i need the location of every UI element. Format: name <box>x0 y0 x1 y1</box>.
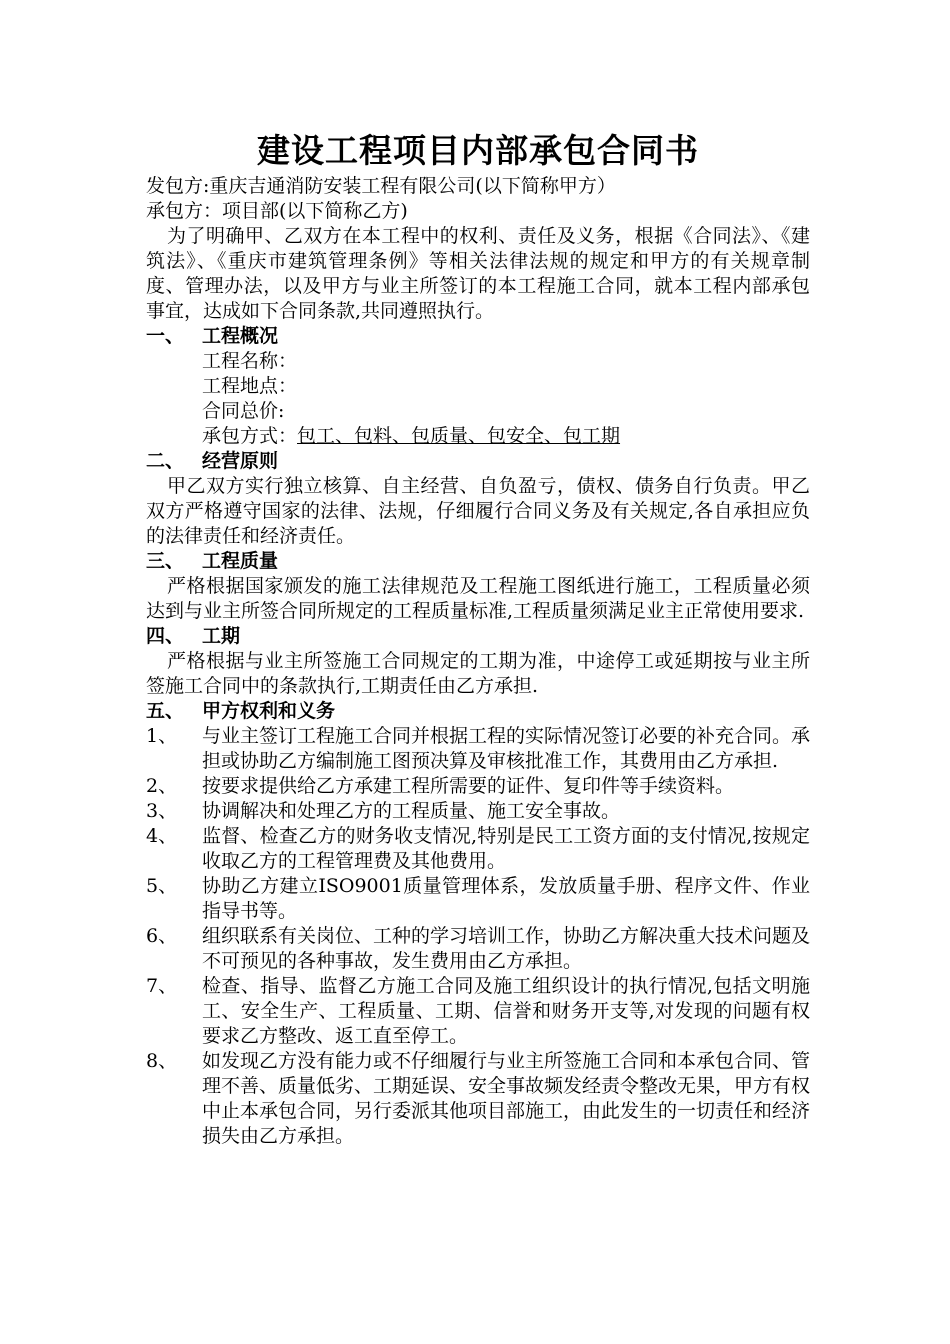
field-label: 承包方式： <box>202 425 298 447</box>
section-number: 一、 <box>146 325 185 347</box>
contract-body <box>146 128 810 1149</box>
contract-mode-value: 包工、包料、包质量、包安全、包工期 <box>297 425 621 447</box>
project-location-field <box>146 374 810 399</box>
party-a-line: 发包方:重庆吉通消防安装工程有限公司(以下简称甲方） <box>146 175 616 197</box>
list-item <box>146 924 810 974</box>
section-title: 经营原则 <box>202 450 279 472</box>
item-text: 与业主签订工程施工合同并根据工程的实际情况签订必要的补充合同。承担或协助乙方编制施工图预决算及审核批准工作，其费用由乙方承担. <box>202 725 811 772</box>
item-number: 5、 <box>146 875 178 897</box>
item-number: 4、 <box>146 825 178 847</box>
field-label: 合同总价: <box>202 400 285 422</box>
item-text: 组织联系有关岗位、工种的学习培训工作，协助乙方解决重大技术问题及不可预见的各种事故，发生费用由乙方承担。 <box>202 925 811 972</box>
field-label: 工程名称： <box>202 350 298 372</box>
quality-paragraph: 严格根据国家颁发的施工法律规范及工程施工图纸进行施工，工程质量必须达到与业主所签合同所规定的工程质量标准,工程质量须满足业主正常使用要求. <box>146 575 810 622</box>
item-text: 协助乙方建立ISO9001质量管理体系，发放质量手册、程序文件、作业指导书等。 <box>202 875 810 922</box>
item-number: 7、 <box>146 975 178 997</box>
schedule-paragraph: 严格根据与业主所签施工合同规定的工期为准，中途停工或延期按与业主所签施工合同中的条款执行,工期责任由乙方承担. <box>146 650 810 697</box>
item-text: 检查、指导、监督乙方施工合同及施工组织设计的执行情况,包括文明施工、安全生产、工程质量、工期、信誉和财务开支等,对发现的问题有权要求乙方整改、返工直至停工。 <box>202 975 810 1047</box>
project-name-field <box>146 349 810 374</box>
section-heading-principles <box>146 449 810 474</box>
list-item <box>146 1049 810 1149</box>
item-number: 1、 <box>146 725 178 747</box>
item-number: 2、 <box>146 775 178 797</box>
list-item <box>146 824 810 874</box>
list-item <box>146 874 810 924</box>
section-number: 五、 <box>146 700 185 722</box>
field-label: 工程地点： <box>202 375 298 397</box>
item-text: 如发现乙方没有能力或不仔细履行与业主所签施工合同和本承包合同、管理不善、质量低劣、工期延误、安全事故频发经责令整改无果，甲方有权中止本承包合同，另行委派其他项目部施工，由此发生的一切责任和经济损失由乙方承担。 <box>202 1050 811 1147</box>
item-number: 3、 <box>146 800 178 822</box>
contract-price-field <box>146 399 810 424</box>
list-item <box>146 799 810 824</box>
principles-paragraph: 甲乙双方实行独立核算、自主经营、自负盈亏，债权、债务自行负责。甲乙双方严格遵守国家的法律、法规，仔细履行合同义务及有关规定,各自承担应负的法律责任和经济责任。 <box>146 475 810 547</box>
section-heading-schedule <box>146 624 810 649</box>
section-title: 工程概况 <box>202 325 279 347</box>
intro-paragraph: 为了明确甲、乙双方在本工程中的权利、责任及义务，根据《合同法》、《建筑法》、《重庆市建筑管理条例》等相关法律法规的规定和甲方的有关规章制度、管理办法，以及甲方与业主所签订的本工程施工合同，就本工程内部承包事宜，达成如下合同条款,共同遵照执行。 <box>146 225 810 322</box>
contract-mode-field <box>146 424 810 449</box>
section-heading-party-a-rights <box>146 699 810 724</box>
item-text: 监督、检查乙方的财务收支情况,特别是民工工资方面的支付情况,按规定收取乙方的工程管理费及其他费用。 <box>202 825 810 872</box>
item-text: 按要求提供给乙方承建工程所需要的证件、复印件等手续资料。 <box>202 775 735 797</box>
item-number: 8、 <box>146 1050 178 1072</box>
section-heading-overview <box>146 324 810 349</box>
item-number: 6、 <box>146 925 178 947</box>
section-title: 工程质量 <box>202 550 279 572</box>
section-title: 甲方权利和义务 <box>202 700 336 722</box>
section-number: 四、 <box>146 625 185 647</box>
party-b-line: 承包方：项目部(以下简称乙方) <box>146 200 408 222</box>
section-number: 三、 <box>146 550 185 572</box>
section-number: 二、 <box>146 450 185 472</box>
document-title: 建设工程项目内部承包合同书 <box>257 131 699 170</box>
list-item <box>146 774 820 799</box>
list-item <box>146 974 810 1049</box>
list-item <box>146 724 810 774</box>
item-text: 协调解决和处理乙方的工程质量、施工安全事故。 <box>202 800 621 822</box>
section-title: 工期 <box>202 625 241 647</box>
section-heading-quality <box>146 549 810 574</box>
